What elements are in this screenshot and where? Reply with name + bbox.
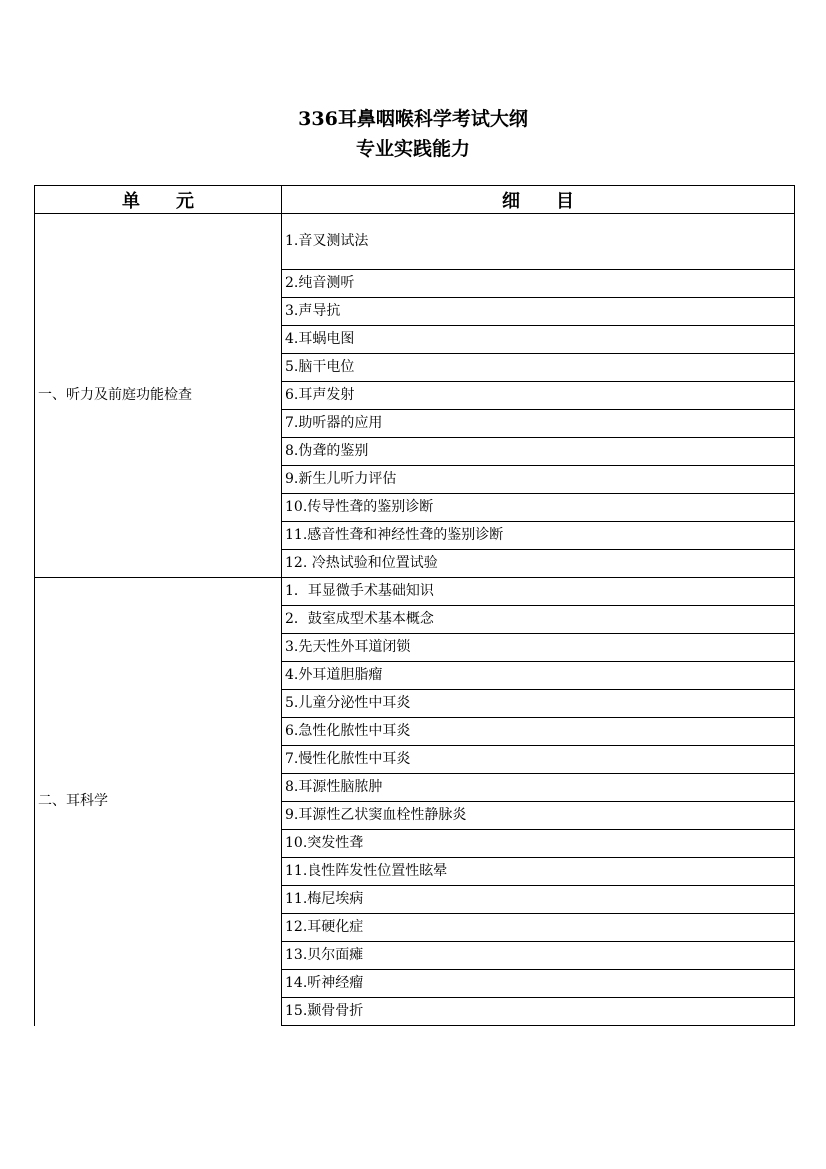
syllabus-table [34,185,795,1026]
item-cell: 12.耳硬化症 [282,914,795,942]
item-cell: 8.耳源性脑脓肿 [282,774,795,802]
item-cell: 6.耳声发射 [282,382,795,410]
table-header-row [35,186,795,214]
item-cell: 7.助听器的应用 [282,410,795,438]
item-cell: 6.急性化脓性中耳炎 [282,718,795,746]
unit-cell: 二、耳科学 [35,578,282,1026]
item-cell: 7.慢性化脓性中耳炎 [282,746,795,774]
unit-column-header: 单 元 [35,186,282,214]
item-cell: 2．鼓室成型术基本概念 [282,606,795,634]
item-cell: 3.先天性外耳道闭锁 [282,634,795,662]
item-cell: 9.耳源性乙状窦血栓性静脉炎 [282,802,795,830]
item-cell: 15.颞骨骨折 [282,998,795,1026]
item-cell: 1.音叉测试法 [282,214,795,270]
item-cell: 3.声导抗 [282,298,795,326]
item-cell: 4.耳蜗电图 [282,326,795,354]
document-subtitle: 专业实践能力 [355,138,470,160]
unit-cell: 一、听力及前庭功能检查 [35,214,282,578]
table-row [35,214,795,270]
items-column-header: 细 目 [282,186,795,214]
item-cell: 4.外耳道胆脂瘤 [282,662,795,690]
document-title: 336耳鼻咽喉科学考试大纲 [298,108,528,130]
item-cell: 10.突发性聋 [282,830,795,858]
item-cell: 14.听神经瘤 [282,970,795,998]
item-cell: 11.感音性聋和神经性聋的鉴别诊断 [282,522,795,550]
item-cell: 13.贝尔面瘫 [282,942,795,970]
item-cell: 8.伪聋的鉴别 [282,438,795,466]
item-cell: 2.纯音测听 [282,270,795,298]
item-cell: 1．耳显微手术基础知识 [282,578,795,606]
item-cell: 9.新生儿听力评估 [282,466,795,494]
item-cell: 12. 冷热试验和位置试验 [282,550,795,578]
item-cell: 5.儿童分泌性中耳炎 [282,690,795,718]
item-cell: 5.脑干电位 [282,354,795,382]
table-row [35,578,795,606]
item-cell: 11.梅尼埃病 [282,886,795,914]
item-cell: 10.传导性聋的鉴别诊断 [282,494,795,522]
item-cell: 11.良性阵发性位置性眩晕 [282,858,795,886]
